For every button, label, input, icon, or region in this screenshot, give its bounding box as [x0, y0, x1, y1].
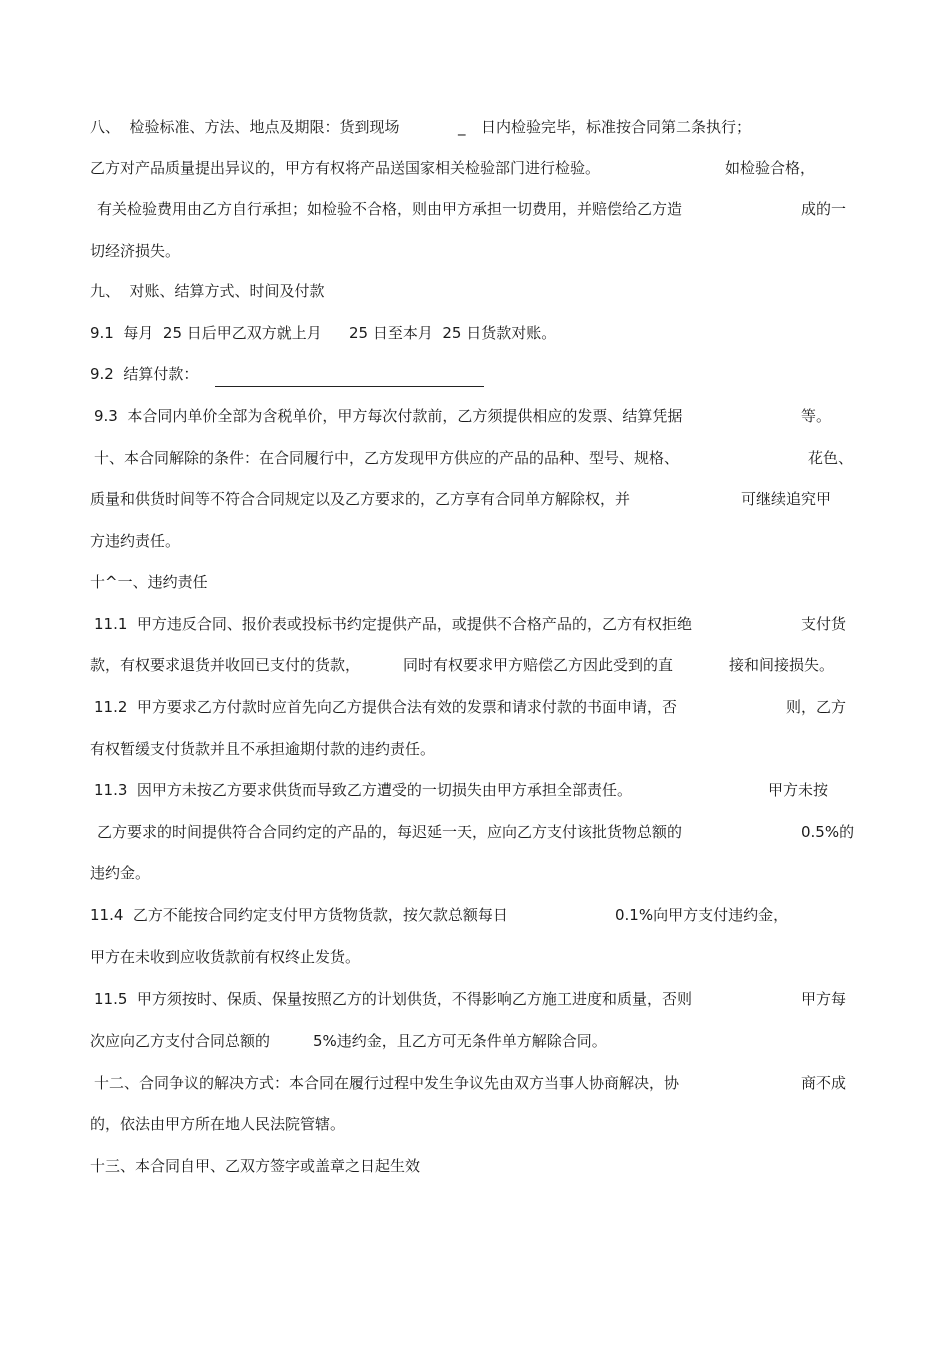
clause-11-1-text: 款，有权要求退货并收回已支付的货款，	[90, 656, 361, 674]
clause-11-1-line-2	[0, 652, 950, 678]
clause-8-text: 有关检验费用由乙方自行承担；如检验不合格，则由甲方承担一切费用，并赔偿给乙方造	[97, 200, 683, 218]
clause-12-line-2	[0, 1111, 950, 1137]
clause-11-5-line-1	[0, 986, 950, 1012]
clause-8-text: 如检验合格，	[725, 159, 816, 177]
clause-11-3-text: 0.5%的	[801, 823, 855, 841]
clause-11-4-text: 0.1%向甲方支付违约金，	[615, 906, 789, 924]
clause-11-5-text: 11.5 甲方须按时、保质、保量按照乙方的计划供货，不得影响乙方施工进度和质量，否则	[94, 990, 692, 1008]
clause-11-1-text: 支付货	[801, 615, 847, 633]
clause-11-1-text: 接和间接损失。	[729, 656, 835, 674]
clause-9-1	[0, 320, 950, 346]
clause-9-3-text: 9.3 本合同内单价全部为含税单价，甲方每次付款前，乙方须提供相应的发票、结算凭据	[94, 407, 683, 425]
clause-8-line-3	[0, 196, 950, 222]
clause-11-3-line-3	[0, 860, 950, 886]
clause-10-line-2	[0, 486, 950, 512]
clause-10-text: 质量和供货时间等不符合合同规定以及乙方要求的，乙方享有合同单方解除权，并	[90, 490, 631, 508]
clause-9-2-text: 9.2 结算付款：	[90, 365, 199, 383]
clause-11-4-line-2	[0, 944, 950, 970]
clause-9-2	[0, 361, 950, 387]
clause-11-2-line-2	[0, 736, 950, 762]
clause-12-text: 十二、合同争议的解决方式：本合同在履行过程中发生争议先由双方当事人协商解决，协	[94, 1074, 680, 1092]
clause-11-3-text: 违约金。	[90, 864, 151, 882]
clause-11-2-line-1	[0, 694, 950, 720]
clause-11-3-line-2	[0, 819, 950, 845]
clause-11-3-line-1	[0, 777, 950, 803]
clause-10-line-1	[0, 445, 950, 471]
clause-13-text: 十三、本合同自甲、乙双方签字或盖章之日起生效	[90, 1157, 421, 1175]
clause-11-3-text: 11.3 因甲方未按乙方要求供货而导致乙方遭受的一切损失由甲方承担全部责任。	[94, 781, 632, 799]
clause-11-1-text: 11.1 甲方违反合同、报价表或投标书约定提供产品，或提供不合格产品的，乙方有权拒绝	[94, 615, 692, 633]
clause-11-4-line-1	[0, 902, 950, 928]
clause-11-2-text: 11.2 甲方要求乙方付款时应首先向乙方提供合法有效的发票和请求付款的书面申请，否	[94, 698, 677, 716]
clause-10-text: 十、本合同解除的条件：在合同履行中，乙方发现甲方供应的产品的品种、型号、规格、	[94, 449, 680, 467]
clause-10-text: 可继续追究甲	[741, 490, 832, 508]
clause-10-text: 花色、	[808, 449, 854, 467]
clause-11-3-text: 甲方未按	[768, 781, 829, 799]
clause-9-3-text: 等。	[801, 407, 832, 425]
clause-12-text: 商不成	[801, 1074, 847, 1092]
clause-10-line-3	[0, 528, 950, 554]
clause-8-heading: 八、 检验标准、方法、地点及期限：货到现场	[90, 118, 400, 136]
clause-13	[0, 1153, 950, 1179]
clause-8-line-1	[0, 114, 950, 140]
clause-10-text: 方违约责任。	[90, 532, 181, 550]
payment-terms-blank	[215, 361, 484, 387]
clause-11-3-text: 乙方要求的时间提供符合合同约定的产品的，每迟延一天，应向乙方支付该批货物总额的	[97, 823, 683, 841]
clause-9-1-text: 25 日至本月 25 日货款对账。	[349, 324, 557, 342]
clause-11-2-text: 有权暂缓支付货款并且不承担逾期付款的违约责任。	[90, 740, 436, 758]
clause-11-5-text: 甲方每	[801, 990, 847, 1008]
clause-11-5-line-2	[0, 1028, 950, 1054]
clause-11-title: 十^一、违约责任	[90, 573, 208, 591]
clause-9-1-text: 9.1 每月 25 日后甲乙双方就上月	[90, 324, 322, 342]
clause-8-text: 切经济损失。	[90, 242, 181, 260]
clause-9-heading	[0, 278, 950, 304]
clause-8-text: 成的一	[801, 200, 847, 218]
clause-11-1-text: 同时有权要求甲方赔偿乙方因此受到的直	[403, 656, 674, 674]
clause-8-line-4	[0, 238, 950, 264]
clause-9-3	[0, 403, 950, 429]
clause-12-line-1	[0, 1070, 950, 1096]
clause-11-4-text: 11.4 乙方不能按合同约定支付甲方货物货款，按欠款总额每日	[90, 906, 508, 924]
clause-11-4-text: 甲方在未收到应收货款前有权终止发货。	[90, 948, 361, 966]
clause-8-line-2	[0, 155, 950, 181]
clause-8-text: 乙方对产品质量提出异议的，甲方有权将产品送国家相关检验部门进行检验。	[90, 159, 601, 177]
inspection-days-blank: _	[458, 118, 466, 136]
clause-11-5-text: 次应向乙方支付合同总额的	[90, 1032, 271, 1050]
clause-11-1-line-1	[0, 611, 950, 637]
clause-11-5-text: 5%违约金，且乙方可无条件单方解除合同。	[313, 1032, 607, 1050]
clause-8-text: 日内检验完毕，标准按合同第二条执行；	[481, 118, 752, 136]
clause-11-heading	[0, 569, 950, 595]
clause-9-title: 九、 对账、结算方式、时间及付款	[90, 282, 325, 300]
clause-11-2-text: 则，乙方	[786, 698, 847, 716]
clause-12-text: 的，依法由甲方所在地人民法院管辖。	[90, 1115, 346, 1133]
